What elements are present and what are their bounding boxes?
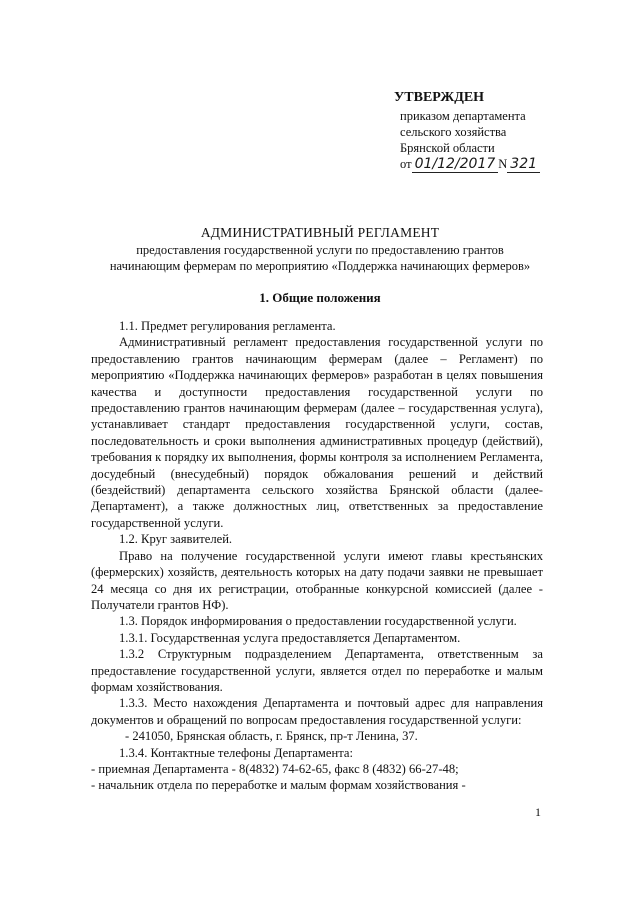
document-title: АДМИНИСТРАТИВНЫЙ РЕГЛАМЕНТ	[200, 225, 440, 240]
paragraph-1-3-2: 1.3.2 Структурным подразделением Департамента, ответственным за предоставление государственной услуги, является отдел по переработке и малым формам хозяйствования.	[91, 647, 543, 694]
approval-line-3: Брянской области	[400, 141, 495, 155]
number-prefix: N	[498, 157, 508, 171]
paragraph-1-3-3: 1.3.3. Место нахождения Департамента и почтовый адрес для направления документов и обращений по вопросам предоставления государственной услуги:	[91, 696, 543, 727]
paragraph-1-3: 1.3. Порядок информирования о предоставлении государственной услуги.	[119, 614, 517, 629]
document-body	[91, 318, 543, 794]
paragraph-address: - 241050, Брянская область, г. Брянск, пр-т Ленина, 37.	[125, 729, 418, 744]
paragraph-1-3-4: 1.3.4. Контактные телефоны Департамента:	[119, 745, 353, 760]
subtitle-line-2: начинающим фермерам по мероприятию «Поддержка начинающих фермеров»	[109, 259, 531, 273]
approval-block	[392, 90, 592, 172]
handwritten-number: 321	[507, 156, 540, 173]
paragraph-applicants: Право на получение государственной услуги имеют главы крестьянских (фермерских) хозяйств, деятельность которых на дату подачи заявки не превышает 24 месяца со дня их регистрации, отобранные конкурсной комиссией (далее - Получатели грантов НФ).	[91, 548, 543, 612]
approval-heading: УТВЕРЖДЕН	[394, 90, 485, 105]
paragraph-regulation-subject: Административный регламент предоставления государственной услуги по предоставлению грантов начинающим фермерам (далее – Регламент) по мероприятию «Поддержка начинающих фермеров» разработан в целях повышения качества и доступности предоставления государственной услуги по предоставлению грантов начинающим фермерам (далее – государственная услуга), устанавливает стандарт предоставления государственной услуги, состав, последовательность и сроки выполнения административных процедур (действий), требования к порядку их выполнения, формы контроля за исполнением Регламента, досудебный (внесудебный) порядок обжалования решений и действий (бездействий) департамента сельского хозяйства Брянской области (далее-Департамент), а также должностных лиц, ответственных за предоставление государственной услуги.	[91, 335, 543, 530]
approval-date-number	[400, 156, 592, 172]
paragraph-1-3-1: 1.3.1. Государственная услуга предоставляется Департаментом.	[119, 630, 461, 645]
paragraph-1-1: 1.1. Предмет регулирования регламента.	[119, 319, 336, 333]
paragraph-phone-reception: - приемная Департамента - 8(4832) 74-62-65, факс 8 (4832) 66-27-48;	[91, 761, 459, 776]
subtitle-line-1: предоставления государственной услуги по предоставлению грантов	[136, 243, 504, 257]
paragraph-1-2: 1.2. Круг заявителей.	[119, 532, 233, 547]
from-prefix: от	[400, 157, 412, 171]
section-title: 1. Общие положения	[259, 290, 381, 305]
paragraph-phone-head: - начальник отдела по переработке и малым формам хозяйствования -	[91, 778, 466, 793]
handwritten-date: 01/12/2017	[412, 156, 499, 173]
page-number: 1	[535, 805, 541, 819]
approval-line-1: приказом департамента	[400, 109, 526, 123]
approval-line-2: сельского хозяйства	[400, 125, 507, 139]
document-subtitle	[0, 242, 640, 274]
